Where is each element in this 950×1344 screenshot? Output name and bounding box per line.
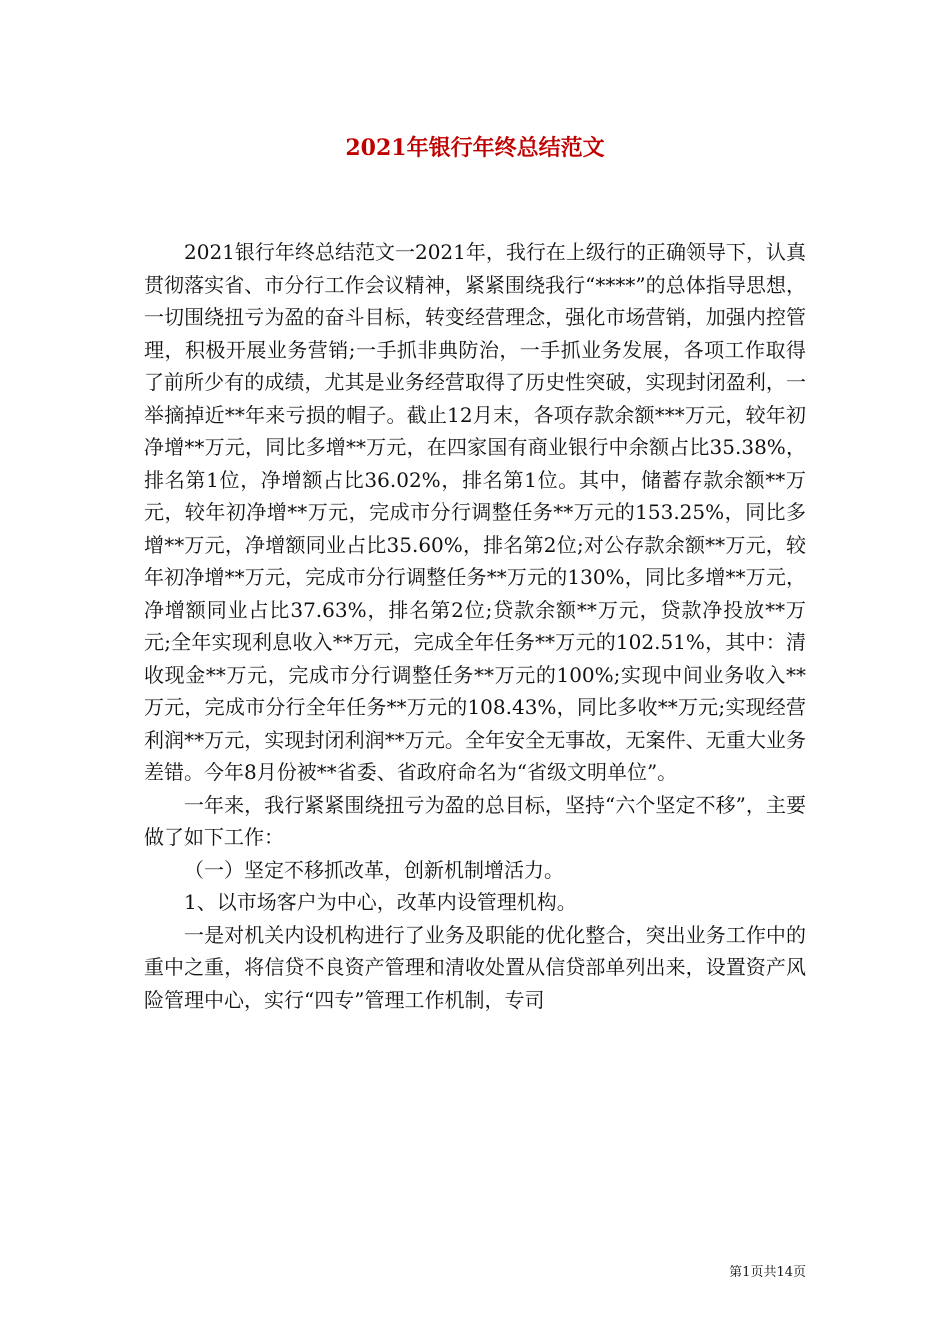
section-heading-1: （一）坚定不移抓改革，创新机制增活力。	[184, 857, 564, 882]
document-title: 2021年银行年终总结范文	[345, 135, 605, 161]
subsection-heading-1: 1、以市场客户为中心，改革内设管理机构。	[184, 890, 577, 914]
paragraph-intro: 一年来，我行紧紧围绕扭亏为盈的总目标，坚持“六个坚定不移”，主要做了如下工作：	[144, 792, 806, 849]
paragraph-detail: 一是对机关内设机构进行了业务及职能的优化整合，突出业务工作中的重中之重，将信贷不良资产管理和清收处置从信贷部单列出来，设置资产风险管理中心，实行“四专”管理工作机制，专司	[144, 922, 806, 1012]
page-number: 第1页共14页	[729, 1265, 806, 1280]
paragraph-summary: 2021银行年终总结范文一2021年，我行在上级行的正确领导下，认真贯彻落实省、市分行工作会议精神，紧紧围绕我行“****”的总体指导思想，一切围绕扭亏为盈的奋斗目标，转变经营理念，强化市场营销，加强内控管理，积极开展业务营销;一手抓非典防治，一手抓业务发展，各项工作取得了前所少有的成绩，尤其是业务经营取得了历史性突破，实现封闭盈利，一举摘掉近**年来亏损的帽子。截止12月末，各项存款余额***万元，较年初净增**万元，同比多增**万元，在四家国有商业银行中余额占比35.38%，排名第1位，净增额占比36.02%，排名第1位。其中，储蓄存款余额**万元，较年初净增**万元，完成市分行调整任务**万元的153.25%，同比多增**万元，净增额同业占比35.60%，排名第2位;对公存款余额**万元，较年初净增**万元，完成市分行调整任务**万元的130%，同比多增**万元，净增额同业占比37.63%，排名第2位;贷款余额**万元，贷款净投放**万元;全年实现利息收入**万元，完成全年任务**万元的102.51%，其中：清收现金**万元，完成市分行调整任务**万元的100%;实现中间业务收入**万元，完成市分行全年任务**万元的108.43%，同比多收**万元;实现经营利润**万元，实现封闭利润**万元。全年安全无事故，无案件、无重大业务差错。今年8月份被**省委、省政府命名为“省级文明单位”。	[144, 240, 806, 784]
document-body	[144, 236, 806, 1016]
